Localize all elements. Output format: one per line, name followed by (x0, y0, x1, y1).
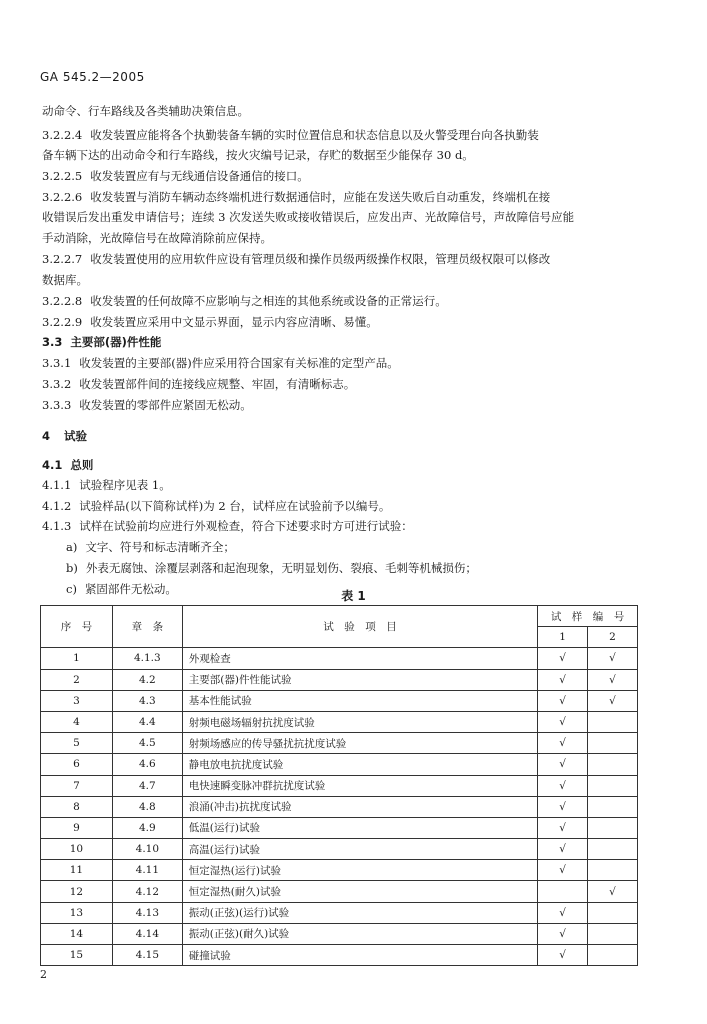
table-row (41, 775, 638, 796)
cell-sample-2 (588, 733, 638, 754)
header-item: 试 验 项 目 (182, 606, 537, 648)
cell-sample-1: √ (538, 860, 588, 881)
cell-item: 振动(正弦)(运行)试验 (182, 902, 537, 923)
paragraph-line: 3.2.2.6 收发装置与消防车辆动态终端机进行数据通信时，应能在发送失败后自动重发，终端机在接 (42, 190, 551, 204)
table-row (41, 754, 638, 775)
cell-clause: 4.12 (112, 881, 182, 902)
table-row (41, 881, 638, 902)
paragraph-line: 动命令、行车路线及各类辅助决策信息。 (42, 104, 249, 118)
cell-clause: 4.1.3 (112, 648, 182, 669)
paragraph-line: 4.1.1 试验程序见表 1。 (42, 478, 171, 492)
header-sample-1: 1 (538, 627, 588, 648)
table-row (41, 669, 638, 690)
cell-item: 外观检查 (182, 648, 537, 669)
table-row (41, 733, 638, 754)
cell-sample-2 (588, 923, 638, 944)
cell-item: 振动(正弦)(耐久)试验 (182, 923, 537, 944)
cell-clause: 4.7 (112, 775, 182, 796)
cell-sample-2: √ (588, 881, 638, 902)
cell-sample-2 (588, 711, 638, 732)
cell-seq: 5 (41, 733, 113, 754)
cell-item: 恒定湿热(运行)试验 (182, 860, 537, 881)
standard-header: GA 545.2—2005 (40, 70, 145, 84)
paragraph-line: 备车辆下达的出动命令和行车路线，按火灾编号记录，存贮的数据至少能保存 30 d。 (42, 148, 474, 162)
table-row (41, 860, 638, 881)
cell-item: 低温(运行)试验 (182, 817, 537, 838)
table-row (41, 923, 638, 944)
page-number: 2 (40, 968, 47, 981)
cell-seq: 7 (41, 775, 113, 796)
cell-sample-2 (588, 754, 638, 775)
paragraph-line: 3.2.2.8 收发装置的任何故障不应影响与之相连的其他系统或设备的正常运行。 (42, 294, 447, 308)
cell-sample-1: √ (538, 733, 588, 754)
test-program-table (40, 605, 638, 966)
cell-item: 静电放电抗扰度试验 (182, 754, 537, 775)
cell-clause: 4.6 (112, 754, 182, 775)
cell-sample-2 (588, 817, 638, 838)
cell-seq: 3 (41, 690, 113, 711)
cell-clause: 4.15 (112, 945, 182, 966)
cell-sample-1 (538, 881, 588, 902)
cell-item: 射频电磁场辐射抗扰度试验 (182, 711, 537, 732)
cell-seq: 15 (41, 945, 113, 966)
cell-item: 主要部(器)件性能试验 (182, 669, 537, 690)
cell-seq: 9 (41, 817, 113, 838)
cell-seq: 4 (41, 711, 113, 732)
paragraph-line: 3.2.2.4 收发装置应能将各个执勤装备车辆的实时位置信息和状态信息以及火警受理台向各执勤装 (42, 128, 539, 142)
cell-sample-1: √ (538, 775, 588, 796)
cell-seq: 2 (41, 669, 113, 690)
cell-sample-1: √ (538, 923, 588, 944)
cell-sample-2: √ (588, 669, 638, 690)
paragraph-line: 3.2.2.9 收发装置应采用中文显示界面，显示内容应清晰、易懂。 (42, 315, 378, 329)
cell-seq: 11 (41, 860, 113, 881)
cell-clause: 4.4 (112, 711, 182, 732)
cell-sample-1: √ (538, 711, 588, 732)
cell-clause: 4.5 (112, 733, 182, 754)
paragraph-line: 4.1.3 试样在试验前均应进行外观检查，符合下述要求时方可进行试验： (42, 519, 413, 533)
cell-sample-2 (588, 796, 638, 817)
cell-clause: 4.9 (112, 817, 182, 838)
list-item: a) 文字、符号和标志清晰齐全； (66, 540, 235, 554)
list-item: c) 紧固部件无松动。 (66, 582, 177, 596)
cell-seq: 12 (41, 881, 113, 902)
table-row (41, 817, 638, 838)
table-body (41, 648, 638, 966)
cell-seq: 1 (41, 648, 113, 669)
cell-item: 射频场感应的传导骚扰抗扰度试验 (182, 733, 537, 754)
section-heading: 4.1 总则 (42, 458, 94, 472)
cell-clause: 4.13 (112, 902, 182, 923)
table-row (41, 648, 638, 669)
table-row (41, 839, 638, 860)
chapter-heading: 4 试验 (42, 429, 88, 443)
paragraph-line: 4.1.2 试验样品(以下简称试样)为 2 台，试样应在试验前予以编号。 (42, 499, 391, 513)
cell-seq: 10 (41, 839, 113, 860)
paragraph-line: 3.3.3 收发装置的零部件应紧固无松动。 (42, 398, 252, 412)
cell-clause: 4.3 (112, 690, 182, 711)
paragraph-line: 数据库。 (42, 273, 88, 287)
header-sample: 试 样 编 号 (538, 606, 638, 627)
cell-sample-1: √ (538, 754, 588, 775)
cell-sample-2: √ (588, 690, 638, 711)
cell-sample-1: √ (538, 839, 588, 860)
cell-sample-1: √ (538, 902, 588, 923)
table-row (41, 902, 638, 923)
cell-item: 电快速瞬变脉冲群抗扰度试验 (182, 775, 537, 796)
header-seq: 序 号 (41, 606, 113, 648)
cell-item: 碰撞试验 (182, 945, 537, 966)
paragraph-line: 3.2.2.7 收发装置使用的应用软件应设有管理员级和操作员级两级操作权限，管理员级权限可以修改 (42, 252, 551, 266)
cell-item: 高温(运行)试验 (182, 839, 537, 860)
table-row (41, 945, 638, 966)
cell-clause: 4.10 (112, 839, 182, 860)
cell-sample-2 (588, 860, 638, 881)
paragraph-line: 手动消除，光故障信号在故障消除前应保持。 (42, 231, 272, 245)
cell-sample-2 (588, 902, 638, 923)
cell-sample-1: √ (538, 690, 588, 711)
header-clause: 章 条 (112, 606, 182, 648)
cell-seq: 6 (41, 754, 113, 775)
cell-seq: 8 (41, 796, 113, 817)
table-row (41, 711, 638, 732)
cell-sample-1: √ (538, 945, 588, 966)
paragraph-line: 3.3.2 收发装置部件间的连接线应规整、牢固，有清晰标志。 (42, 377, 356, 391)
cell-sample-1: √ (538, 648, 588, 669)
cell-clause: 4.2 (112, 669, 182, 690)
cell-item: 基本性能试验 (182, 690, 537, 711)
table-row (41, 690, 638, 711)
cell-seq: 14 (41, 923, 113, 944)
cell-sample-2 (588, 839, 638, 860)
cell-sample-1: √ (538, 669, 588, 690)
table-row (41, 796, 638, 817)
list-item: b) 外表无腐蚀、涂覆层剥落和起泡现象，无明显划伤、裂痕、毛刺等机械损伤； (66, 561, 477, 575)
section-heading: 3.3 主要部(器)件性能 (42, 335, 162, 349)
paragraph-line: 3.2.2.5 收发装置应有与无线通信设备通信的接口。 (42, 169, 309, 183)
header-sample-2: 2 (588, 627, 638, 648)
paragraph-line: 3.3.1 收发装置的主要部(器)件应采用符合国家有关标准的定型产品。 (42, 356, 399, 370)
cell-item: 恒定湿热(耐久)试验 (182, 881, 537, 902)
table-title: 表 1 (341, 589, 366, 603)
cell-sample-2 (588, 945, 638, 966)
cell-sample-2 (588, 775, 638, 796)
cell-clause: 4.8 (112, 796, 182, 817)
paragraph-line: 收错误后发出重发申请信号；连续 3 次发送失败或接收错误后，应发出声、光故障信号，声故障信号应能 (42, 210, 575, 224)
cell-sample-2: √ (588, 648, 638, 669)
cell-clause: 4.14 (112, 923, 182, 944)
cell-sample-1: √ (538, 817, 588, 838)
cell-item: 浪涌(冲击)抗扰度试验 (182, 796, 537, 817)
cell-clause: 4.11 (112, 860, 182, 881)
cell-seq: 13 (41, 902, 113, 923)
cell-sample-1: √ (538, 796, 588, 817)
